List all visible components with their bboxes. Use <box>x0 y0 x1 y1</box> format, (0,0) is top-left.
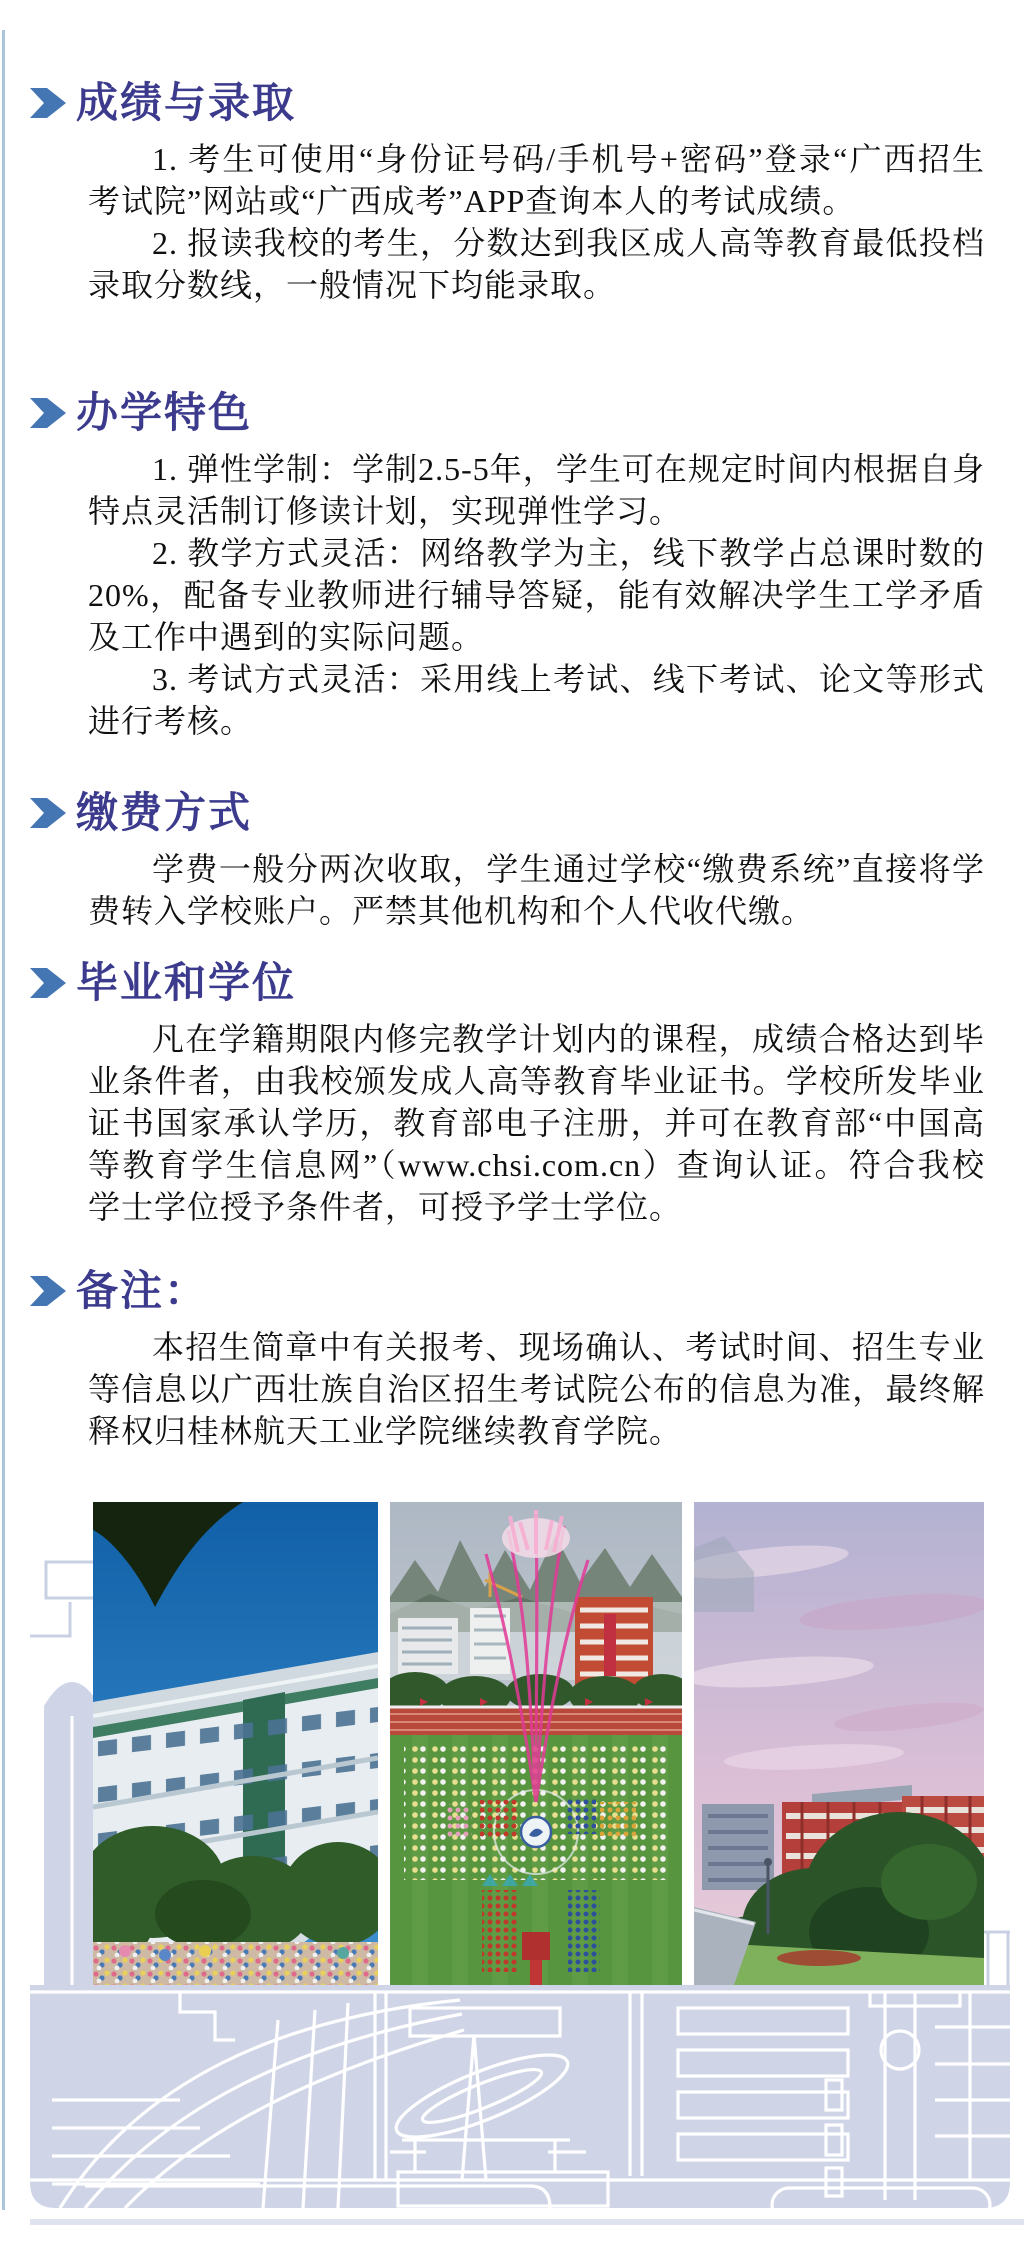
arrow-icon <box>30 1274 66 1308</box>
arrow-icon <box>30 966 66 1000</box>
paragraph: 1. 考生可使用“身份证号码/手机号+密码”登录“广西招生考试院”网站或“广西成考”APP查询本人的考试成绩。 <box>88 141 985 220</box>
left-edge-rule <box>2 30 5 2210</box>
section-payment-method <box>30 790 990 932</box>
photo-sports-ceremony <box>390 1502 682 1985</box>
section-heading <box>30 960 990 1006</box>
paragraph: 凡在学籍期限内修完教学计划内的课程，成绩合格达到毕业条件者，由我校颁发成人高等教育毕业证书。学校所发毕业证书国家承认学历，教育部电子注册，并可在教育部“中国高等教育学生信息网”（www.chsi.com.cn）查询认证。符合我校学士学位授予条件者，可授予学士学位。 <box>88 1021 985 1226</box>
section-heading <box>30 790 990 836</box>
paragraph: 3. 考试方式灵活：采用线上考试、线下考试、论文等形式进行考核。 <box>88 661 985 740</box>
paragraph: 2. 报读我校的考生，分数达到我区成人高等教育最低投档录取分数线，一般情况下均能录取。 <box>88 225 985 304</box>
section-school-features <box>30 390 990 742</box>
section-graduation-degree <box>30 960 990 1228</box>
arrow-icon <box>30 796 66 830</box>
bottom-accent-strip <box>30 2219 1024 2225</box>
section-heading <box>30 80 990 126</box>
section-heading <box>30 390 990 436</box>
arrow-icon <box>30 86 66 120</box>
section-remarks <box>30 1268 990 1452</box>
section-title: 缴费方式 <box>76 789 253 836</box>
section-title: 毕业和学位 <box>76 959 297 1006</box>
section-heading <box>30 1268 990 1314</box>
section-title: 办学特色 <box>76 389 253 436</box>
section-title: 备注： <box>76 1267 209 1314</box>
campus-photo-row <box>93 1502 984 1985</box>
arrow-icon <box>30 396 66 430</box>
line-art-block <box>30 1985 1010 2208</box>
paragraph: 1. 弹性学制：学制2.5-5年，学生可在规定时间内根据自身特点灵活制订修读计划，实现弹性学习。 <box>88 451 985 530</box>
paragraph: 学费一般分两次收取，学生通过学校“缴费系统”直接将学费转入学校账户。严禁其他机构和个人代收代缴。 <box>88 851 985 930</box>
photo-sunset-campus <box>694 1502 984 1985</box>
paragraph: 本招生简章中有关报考、现场确认、考试时间、招生专业等信息以广西壮族自治区招生考试院公布的信息为准，最终解释权归桂林航天工业学院继续教育学院。 <box>88 1329 985 1450</box>
paragraph: 2. 教学方式灵活：网络教学为主，线下教学占总课时数的20%，配备专业教师进行辅导答疑，能有效解决学生工学矛盾及工作中遇到的实际问题。 <box>88 535 985 656</box>
photo-campus-building <box>93 1502 378 1985</box>
section-scores-admission <box>30 80 990 306</box>
section-title: 成绩与录取 <box>76 79 297 126</box>
